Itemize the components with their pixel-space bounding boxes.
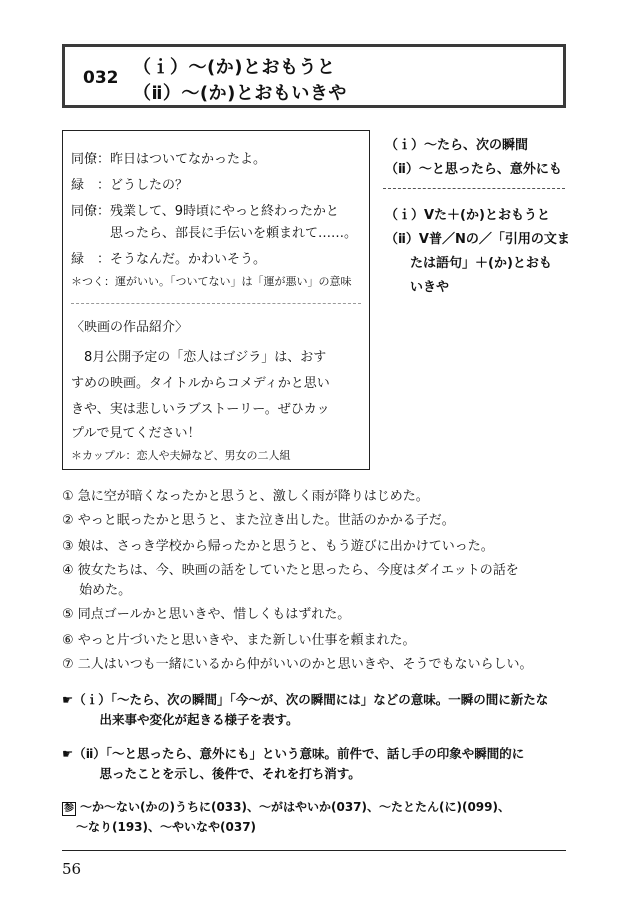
lesson-title-2: （ⅱ）～(か)とおもいきや (133, 83, 347, 104)
example-sentence: ⑥ やっと片づいたと思いきや、また新しい仕事を頼まれた。 (62, 633, 416, 648)
reference-line: ～なり(193)、～やいなや(037) (76, 820, 257, 834)
example-sentence: ③ 娘は、さっき学校から帰ったかと思うと、もう遊びに出かけていった。 (62, 539, 494, 554)
dialog-box (62, 130, 370, 470)
meaning-2: （ⅱ）～と思ったら、意外にも (385, 162, 562, 177)
intro-line: きや、実は悲しいラブストーリー。ぜひカッ (71, 402, 330, 417)
dialog-line: 緑 ：そうなんだ。かわいそう。 (71, 252, 267, 267)
lesson-header (62, 44, 566, 108)
form-1: （ｉ）Vた＋(か)とおもうと (385, 208, 550, 223)
explanation-line: ☛（ⅱ）「～と思ったら、意外にも」という意味。前件で、話し手の印象や瞬間的に (62, 746, 525, 761)
dialog-divider (71, 303, 361, 304)
example-sentence: ② やっと眠ったかと思うと、また泣き出した。世話のかかる子だ。 (62, 513, 455, 528)
dialog-note: ＊つく：運がいい。「ついてない」は「運が悪い」の意味 (71, 275, 352, 288)
example-sentence: ⑤ 同点ゴールかと思いきや、惜しくもはずれた。 (62, 607, 351, 622)
dialog-line: 緑 ：どうしたの？ (71, 178, 189, 193)
intro-line: プルで見てください！ (71, 426, 201, 441)
example-sentence: 始めた。 (62, 583, 132, 598)
example-sentence: ④ 彼女たちは、今、映画の話をしていたと思ったら、今度はダイエットの話を (62, 563, 519, 578)
explanation-line: 思ったことを示し、後件で、それを打ち消す。 (62, 766, 361, 781)
explanation-line: 出来事や変化が起きる様子を表す。 (62, 712, 299, 727)
lesson-number: 032 (83, 68, 119, 88)
dialog-note: ＊カップル：恋人や夫婦など、男女の二人組 (71, 449, 291, 462)
example-sentence: ① 急に空が暗くなったかと思うと、激しく雨が降りはじめた。 (62, 489, 429, 504)
dialog-line: 同僚：残業して、9時頃にやっと終わったかと (71, 204, 339, 219)
intro-line: 8月公開予定の「恋人はゴジラ」は、おす (71, 350, 327, 365)
form-2-cont: いきや (410, 280, 450, 295)
reference-badge: 参 (64, 803, 74, 814)
footer-rule (62, 850, 566, 851)
reference-text: ～か～ない(かの)うちに(033)、～がはやいか(037)、～たとたん(に)(099)、 (80, 800, 510, 814)
form-2: （ⅱ）V普／Nの／「引用の文ま (385, 232, 570, 247)
reference-line (62, 798, 510, 816)
intro-heading: 〈映画の作品紹介〉 (71, 320, 189, 335)
intro-line: すめの映画。タイトルからコメディかと思い (71, 376, 330, 391)
lesson-title-1: （ｉ）～(か)とおもうと (133, 57, 336, 78)
meaning-1: （ｉ）～たら、次の瞬間 (385, 138, 529, 153)
side-divider (383, 188, 565, 189)
explanation-line: ☛（ｉ）「～たら、次の瞬間」「今～が、次の瞬間には」などの意味。一瞬の間に新たな (62, 692, 549, 707)
dialog-line: 同僚：昨日はついてなかったよ。 (71, 152, 267, 167)
dialog-line: 思ったら、部長に手伝いを頼まれて……。 (71, 226, 358, 241)
example-sentence: ⑦ 二人はいつも一緒にいるから仲がいいのかと思いきや、そうでもないらしい。 (62, 657, 533, 672)
form-2-cont: たは語句」＋(か)とおも (410, 256, 552, 271)
page-number: 56 (62, 860, 82, 878)
